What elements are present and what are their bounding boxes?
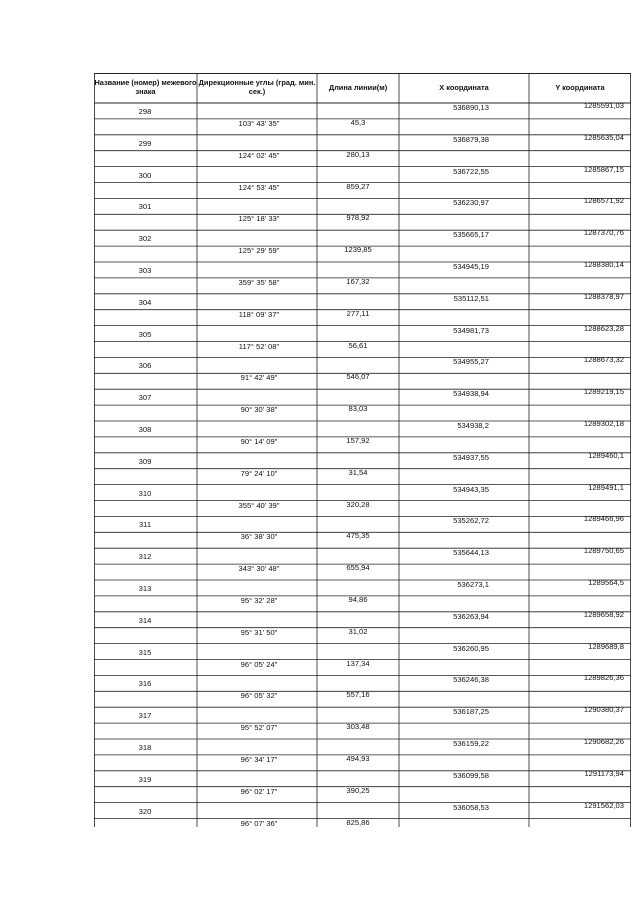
point-x: 536159,22 (453, 739, 489, 748)
line-angle: 117° 52' 08" (238, 341, 280, 351)
line-length: 859,27 (346, 181, 370, 191)
line-angle: 96° 05' 24" (240, 659, 278, 669)
point-y: 1285867,15 (583, 164, 624, 174)
header-x: X координата (439, 82, 489, 92)
boundary-coordinates-table (94, 73, 631, 827)
line-length: 56,61 (348, 340, 368, 350)
point-number: 316 (138, 679, 152, 689)
line-angle: 90° 14' 09" (240, 436, 278, 446)
line-length: 320,28 (346, 499, 370, 509)
line-angle: 96° 34' 17" (240, 754, 278, 764)
line-angle: 103° 43' 35" (238, 118, 280, 128)
point-x: 534938,94 (453, 389, 489, 399)
point-x: 534938,2 (457, 421, 489, 430)
line-angle: 79° 24' 10" (240, 468, 278, 478)
point-y: 1288378,97 (583, 291, 624, 301)
point-y: 1289564,5 (588, 578, 624, 587)
line-length: 546,07 (346, 372, 370, 382)
line-length: 1239,85 (344, 245, 372, 255)
point-y: 1289466,96 (583, 514, 624, 524)
line-angle: 125° 18' 33" (238, 214, 280, 224)
point-x: 534937,55 (453, 452, 489, 462)
line-angle: 96° 05' 32" (240, 691, 278, 701)
point-x: 536722,55 (453, 166, 489, 176)
line-length: 167,32 (346, 276, 370, 286)
point-y: 1289491,1 (588, 482, 624, 492)
line-angle: 36° 38' 30" (240, 532, 278, 542)
line-angle: 355° 40' 39" (238, 500, 280, 510)
point-x: 536263,94 (453, 611, 489, 621)
point-y: 1289302,18 (583, 419, 624, 428)
point-number: 310 (138, 488, 152, 498)
header-number: Название (номер) межевого знака (94, 78, 197, 96)
point-x: 536273,1 (457, 580, 489, 589)
point-x: 536246,38 (453, 675, 489, 685)
line-length: 157,92 (346, 435, 370, 445)
point-y: 1291173,94 (584, 768, 624, 778)
point-y: 1285591,03 (583, 101, 624, 110)
line-length: 45,3 (350, 117, 366, 127)
header-length: Длина линии(м) (328, 82, 388, 92)
point-y: 1289219,15 (583, 387, 624, 397)
point-y: 1290380,37 (583, 705, 624, 715)
line-angle: 96° 02' 17" (240, 786, 278, 796)
line-angle: 95° 31' 50" (240, 627, 278, 637)
line-angle: 124° 02' 45" (238, 150, 280, 160)
point-number: 318 (138, 743, 152, 752)
line-angle: 90° 30' 38" (240, 405, 278, 415)
point-number: 314 (138, 615, 152, 625)
line-length: 31,02 (348, 626, 368, 636)
point-x: 535262,72 (453, 516, 489, 526)
point-x: 535665,17 (453, 230, 489, 240)
line-length: 137,34 (346, 658, 370, 668)
line-angle: 118° 09' 37" (238, 309, 280, 319)
point-number: 317 (138, 711, 152, 721)
line-angle: 91° 42' 49" (240, 373, 278, 383)
line-length: 825,86 (346, 817, 370, 827)
point-y: 1289826,36 (583, 673, 624, 683)
point-y: 1286571,92 (583, 196, 624, 206)
point-number: 307 (138, 393, 152, 403)
point-number: 301 (138, 202, 152, 212)
point-y: 1288673,32 (583, 355, 624, 365)
header-y: Y координата (555, 82, 605, 92)
point-y: 1289689,8 (588, 641, 624, 651)
line-length: 475,35 (346, 531, 370, 541)
line-length: 494,93 (346, 753, 370, 763)
line-angle: 359° 35' 58" (238, 277, 280, 287)
point-x: 536890,13 (453, 103, 489, 112)
point-number: 298 (138, 107, 152, 116)
point-number: 309 (138, 456, 152, 466)
point-y: 1289658,92 (583, 609, 624, 619)
point-number: 319 (138, 774, 152, 784)
line-angle: 96° 07' 36" (240, 818, 278, 828)
point-x: 535644,13 (453, 548, 489, 558)
point-y: 1291562,03 (583, 800, 624, 810)
line-length: 655,94 (346, 563, 370, 573)
point-x: 534945,19 (453, 262, 489, 271)
line-angle: 95° 32' 28" (240, 595, 278, 605)
point-y: 1289460,1 (588, 450, 624, 460)
point-y: 1287370,76 (583, 228, 624, 238)
point-number: 305 (138, 329, 152, 339)
point-x: 536187,25 (453, 707, 489, 717)
point-x: 535112,51 (453, 293, 489, 303)
point-x: 536230,97 (453, 198, 489, 208)
point-number: 313 (138, 584, 152, 593)
header-angle: Дирекционные углы (град. мин. сек.) (198, 78, 316, 96)
line-length: 83,03 (348, 404, 368, 414)
point-y: 1288380,14 (583, 260, 624, 269)
line-length: 277,11 (346, 308, 370, 318)
point-x: 536879,38 (453, 134, 489, 144)
point-x: 536260,95 (453, 643, 489, 653)
point-number: 312 (138, 552, 152, 562)
point-number: 308 (138, 425, 152, 434)
point-number: 311 (138, 520, 152, 530)
line-angle: 125° 29' 59" (238, 246, 280, 256)
point-number: 300 (138, 170, 152, 180)
point-number: 304 (138, 297, 152, 307)
point-y: 1290682,26 (583, 737, 624, 746)
line-length: 280,13 (346, 149, 370, 159)
line-length: 978,92 (346, 213, 370, 223)
point-x: 536058,53 (453, 802, 489, 812)
point-y: 1288623,28 (583, 323, 624, 333)
point-number: 302 (138, 234, 152, 244)
line-length: 557,16 (346, 690, 370, 700)
point-number: 299 (138, 138, 152, 148)
point-x: 536099,58 (453, 770, 489, 780)
point-x: 534943,35 (453, 484, 489, 494)
line-length: 390,25 (346, 785, 370, 795)
point-number: 303 (138, 266, 152, 275)
line-length: 31,54 (348, 467, 368, 477)
point-number: 306 (138, 361, 152, 371)
point-x: 534981,73 (453, 325, 489, 335)
point-number: 315 (138, 647, 152, 657)
point-y: 1285635,04 (583, 132, 624, 142)
point-y: 1289750,65 (583, 546, 624, 556)
line-angle: 95° 52' 07" (240, 723, 278, 733)
line-angle: 124° 53' 45" (238, 182, 280, 192)
line-length: 303,48 (346, 722, 370, 732)
line-angle: 343° 30' 48" (238, 564, 280, 574)
point-number: 320 (138, 806, 152, 816)
point-x: 534955,27 (453, 357, 489, 367)
line-length: 94,86 (348, 594, 368, 604)
